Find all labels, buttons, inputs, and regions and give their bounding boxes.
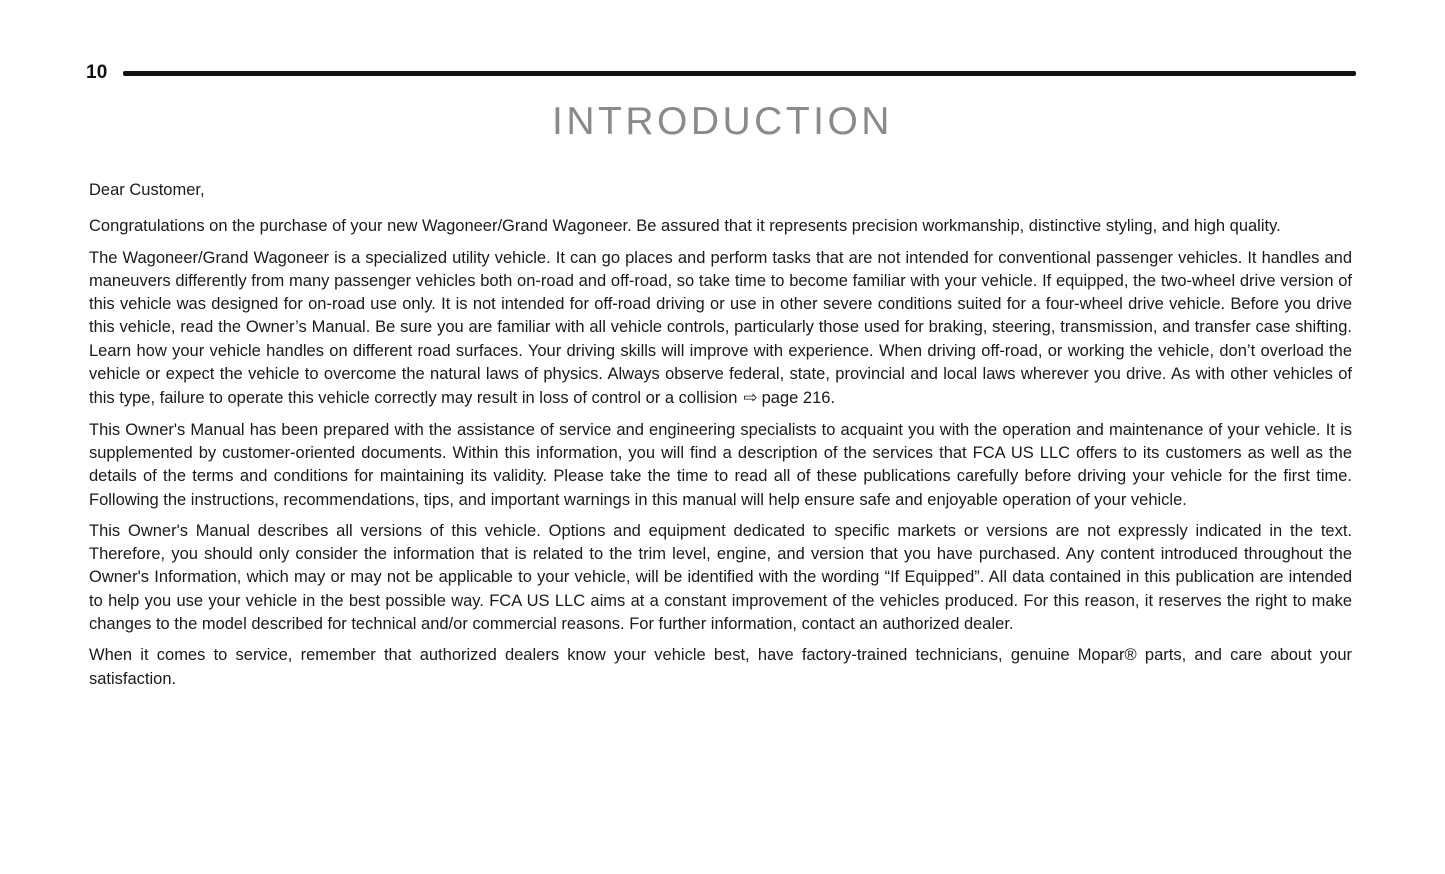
paragraph-text: Congratulations on the purchase of your new Wagoneer/Grand Wagoneer. Be assured that it represents precision workmanship, distinctive styling, and high quality. <box>89 217 1281 236</box>
page-reference-arrow-icon: ⇨ <box>743 388 758 408</box>
paragraph-text: When it comes to service, remember that authorized dealers know your vehicle best, have factory-trained technicians, genuine Mopar® parts, and care about your satisfaction. <box>89 646 1352 688</box>
page-number: 10 <box>86 62 108 83</box>
body-text <box>89 179 1352 699</box>
paragraph-manual-versions <box>89 520 1352 636</box>
paragraph-service <box>89 644 1352 691</box>
paragraph-text: The Wagoneer/Grand Wagoneer is a specialized utility vehicle. It can go places and perform tasks that are not intended for conventional passenger vehicles. It handles and maneuvers differently from many passenger vehicles both on-road and off-road, so take time to become familiar with your vehicle. If equipped, the two-wheel drive version of this vehicle was designed for on-road use only. It is not intended for off-road driving or use in other severe conditions suited for a four-wheel drive vehicle. Before you drive this vehicle, read the Owner’s Manual. Be sure you are familiar with all vehicle controls, particularly those used for braking, steering, transmission, and transfer case shifting. Learn how your vehicle handles on different road surfaces. Your driving skills will improve with experience. When driving off-road, or working the vehicle, don’t overload the vehicle or expect the vehicle to overcome the natural laws of physics. Always observe federal, state, provincial and local laws wherever you drive. As with other vehicles of this type, failure to operate this vehicle correctly may result in loss of control or a collision <box>89 248 1352 408</box>
page-title: INTRODUCTION <box>552 100 893 143</box>
salutation: Dear Customer, <box>89 181 205 199</box>
page-reference-link[interactable] <box>737 389 835 407</box>
paragraph-manual-prepared <box>89 419 1352 512</box>
paragraph-specialized-vehicle <box>89 247 1352 411</box>
paragraph-text: This Owner's Manual describes all versions of this vehicle. Options and equipment dedicated to specific markets or versions are not expressly indicated in the text. Therefore, you should only consider the information that is related to the trim level, engine, and version that you have purchased. Any content introduced throughout the Owner's Information, which may or may not be applicable to your vehicle, will be identified with the wording “If Equipped”. All data contained in this publication are intended to help you use your vehicle in the best possible way. FCA US LLC aims at a constant improvement of the vehicles produced. For this reason, it reserves the right to make changes to the model described for technical and/or commercial reasons. For further information, contact an authorized dealer. <box>89 521 1352 634</box>
paragraph-congratulations <box>89 215 1352 238</box>
paragraph-text: This Owner's Manual has been prepared with the assistance of service and engineering specialists to acquaint you with the operation and maintenance of your vehicle. It is supplemented by customer-oriented documents. Within this information, you will find a description of the services that FCA US LLC offers to its customers as well as the details of the terms and conditions for maintaining its validity. Please take the time to read all of these publications carefully before driving your vehicle for the first time. Following the instructions, recommendations, tips, and important warnings in this manual will help ensure safe and enjoyable operation of your vehicle. <box>89 420 1352 509</box>
page-reference-label: page 216. <box>761 389 836 408</box>
page-header <box>86 60 1356 86</box>
header-rule <box>123 71 1356 76</box>
